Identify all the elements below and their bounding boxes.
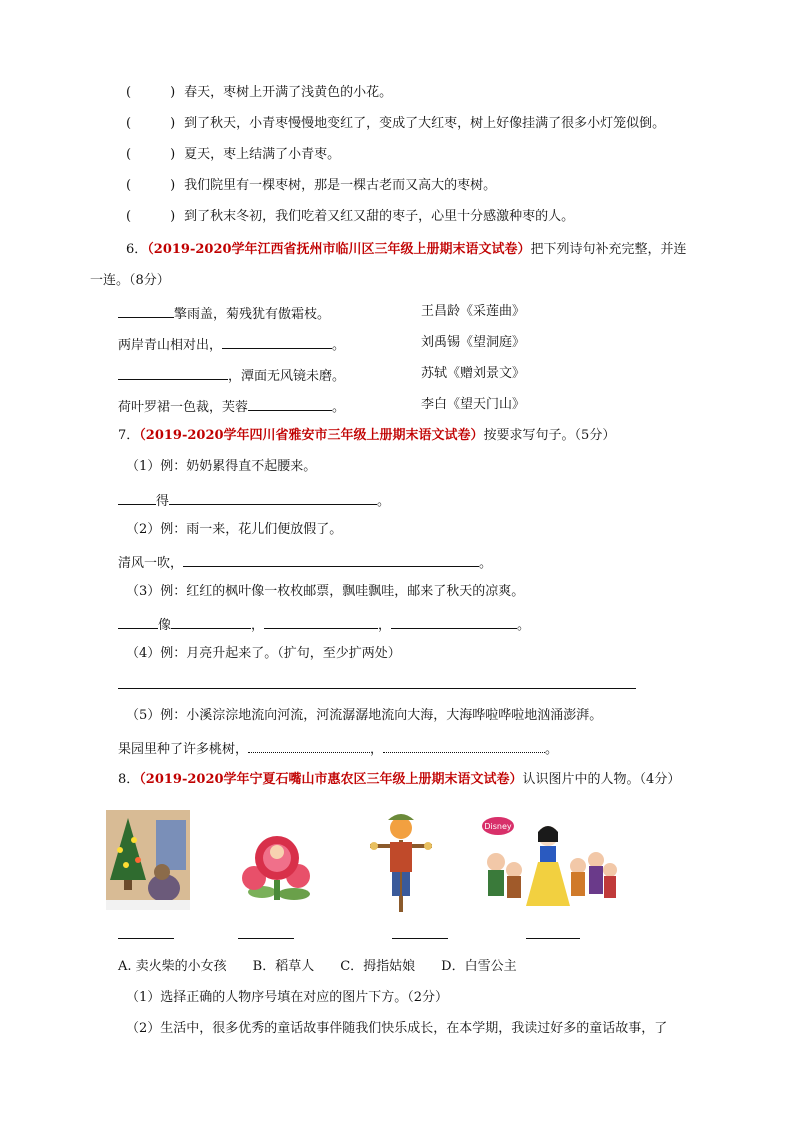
item-text: 我们院里有一棵枣树，那是一棵古老而又高大的枣树。 xyxy=(184,178,497,193)
question-text-cont: 一连。（8分） xyxy=(90,273,170,288)
answer-line-4[interactable] xyxy=(526,938,580,939)
question-source: （2019-2020学年江西省抚州市临川区三年级上册期末语文试卷） xyxy=(147,242,531,257)
q6-poem-4 xyxy=(118,396,345,417)
question-source: （2019-2020学年宁夏石嘴山市惠农区三年级上册期末语文试卷） xyxy=(139,772,523,787)
answer-word: 像 xyxy=(158,618,172,633)
q8-sub1: （1）选择正确的人物序号填在对应的图片下方。（2分） xyxy=(126,990,449,1005)
fill-blank[interactable] xyxy=(248,738,370,753)
q5-item-4 xyxy=(126,177,496,195)
punct: ， xyxy=(370,742,384,757)
scarecrow-image xyxy=(366,810,436,912)
fill-blank[interactable] xyxy=(183,552,479,567)
punct: 。 xyxy=(545,742,559,757)
q7-example-4: （4）例：月亮升起来了。（扩句，至少扩两处） xyxy=(126,646,401,661)
answer-paren[interactable]: ( ) xyxy=(126,85,176,100)
answer-prefix: 果园里种了许多桃树， xyxy=(118,742,249,757)
question-number: 8． xyxy=(118,772,140,787)
punct: ， xyxy=(378,618,392,633)
q7-answer-3 xyxy=(118,614,530,635)
poem-author-4: 李白《望天门山》 xyxy=(421,397,526,412)
q5-item-1 xyxy=(126,84,392,102)
poem-text: 荷叶罗裙一色裁，芙蓉 xyxy=(118,400,249,415)
answer-word: 得 xyxy=(156,494,170,509)
fill-blank[interactable] xyxy=(118,614,158,629)
fill-blank[interactable] xyxy=(383,738,545,753)
match-girl-image xyxy=(106,810,190,910)
poem-author-2: 刘禹锡《望洞庭》 xyxy=(421,335,526,350)
q7-example-5 xyxy=(126,707,602,725)
poem-text: ，潭面无风镜未磨。 xyxy=(228,369,346,384)
punct: 。 xyxy=(377,494,391,509)
answer-paren[interactable]: ( ) xyxy=(126,209,176,224)
disney-logo: Disney xyxy=(484,822,512,831)
poem-author-1: 王昌龄《采莲曲》 xyxy=(421,304,526,319)
punct: 。 xyxy=(517,618,531,633)
q7-heading xyxy=(118,427,615,445)
answer-line-3[interactable] xyxy=(392,938,448,939)
fill-blank[interactable] xyxy=(264,614,378,629)
fill-blank[interactable] xyxy=(248,396,332,411)
snow-white-image xyxy=(478,814,618,910)
fill-blank[interactable] xyxy=(391,614,517,629)
answer-paren[interactable]: ( ) xyxy=(126,116,176,131)
q7-answer-5 xyxy=(118,738,558,759)
poem-text: 擎雨盖，菊残犹有傲霜枝。 xyxy=(174,307,331,322)
answer-line-long[interactable] xyxy=(118,688,636,689)
answer-paren[interactable]: ( ) xyxy=(126,178,176,193)
question-text: 认识图片中的人物。（4分） xyxy=(522,772,681,787)
q8-options: A. 卖火柴的小女孩 B．稻草人 C．拇指姑娘 D．白雪公主 xyxy=(118,959,517,974)
fill-blank[interactable] xyxy=(118,303,174,318)
fill-blank[interactable] xyxy=(118,490,156,505)
flower-girl-image xyxy=(232,822,322,908)
q7-answer-1 xyxy=(118,490,390,511)
q8-heading xyxy=(118,771,680,789)
poem-author-3: 苏轼《赠刘景文》 xyxy=(421,366,526,381)
item-text: 夏天，枣上结满了小青枣。 xyxy=(184,147,341,162)
q6-heading xyxy=(126,241,687,259)
poem-text: 两岸青山相对出， xyxy=(118,338,223,353)
item-text: 到了秋末冬初，我们吃着又红又甜的枣子，心里十分感激种枣的人。 xyxy=(184,209,575,224)
example-text: （5）例：小溪淙淙地流向河流，河流潺潺地流向大海，大海哗啦哗啦地汹涌澎湃。 xyxy=(126,708,603,723)
q8-sub2: （2）生活中，很多优秀的童话故事伴随我们快乐成长，在本学期，我读过好多的童话故事，了 xyxy=(126,1021,668,1036)
q6-poem-2 xyxy=(118,334,345,355)
q6-poem-3 xyxy=(118,365,345,386)
question-source: （2019-2020学年四川省雅安市三年级上册期末语文试卷） xyxy=(139,428,484,443)
fill-blank[interactable] xyxy=(118,365,228,380)
q6-poem-1 xyxy=(118,303,330,324)
q7-answer-2 xyxy=(118,552,492,573)
q5-item-5 xyxy=(126,208,574,226)
q7-example-3: （3）例：红红的枫叶像一枚枚邮票，飘哇飘哇，邮来了秋天的凉爽。 xyxy=(126,584,525,599)
question-number: 6． xyxy=(126,242,148,257)
answer-prefix: 清风一吹， xyxy=(118,556,184,571)
poem-text: 。 xyxy=(332,338,346,353)
q6-heading-cont xyxy=(90,272,170,290)
q5-item-2 xyxy=(126,115,665,133)
question-text: 把下列诗句补充完整，并连 xyxy=(530,242,687,257)
item-text: 到了秋天，小青枣慢慢地变红了，变成了大红枣，树上好像挂满了很多小灯笼似倒。 xyxy=(184,116,666,131)
q5-item-3 xyxy=(126,146,340,164)
item-text: 春天，枣树上开满了浅黄色的小花。 xyxy=(184,85,393,100)
answer-line-1[interactable] xyxy=(118,938,174,939)
question-number: 7． xyxy=(118,428,140,443)
punct: 。 xyxy=(479,556,493,571)
answer-line-2[interactable] xyxy=(238,938,294,939)
q7-example-1: （1）例：奶奶累得直不起腰来。 xyxy=(126,459,317,474)
q7-example-2: （2）例：雨一来，花儿们便放假了。 xyxy=(126,522,343,537)
fill-blank[interactable] xyxy=(222,334,332,349)
poem-text: 。 xyxy=(332,400,346,415)
fill-blank[interactable] xyxy=(171,614,251,629)
answer-paren[interactable]: ( ) xyxy=(126,147,176,162)
fill-blank[interactable] xyxy=(169,490,377,505)
question-text: 按要求写句子。（5分） xyxy=(483,428,616,443)
punct: ， xyxy=(251,618,265,633)
